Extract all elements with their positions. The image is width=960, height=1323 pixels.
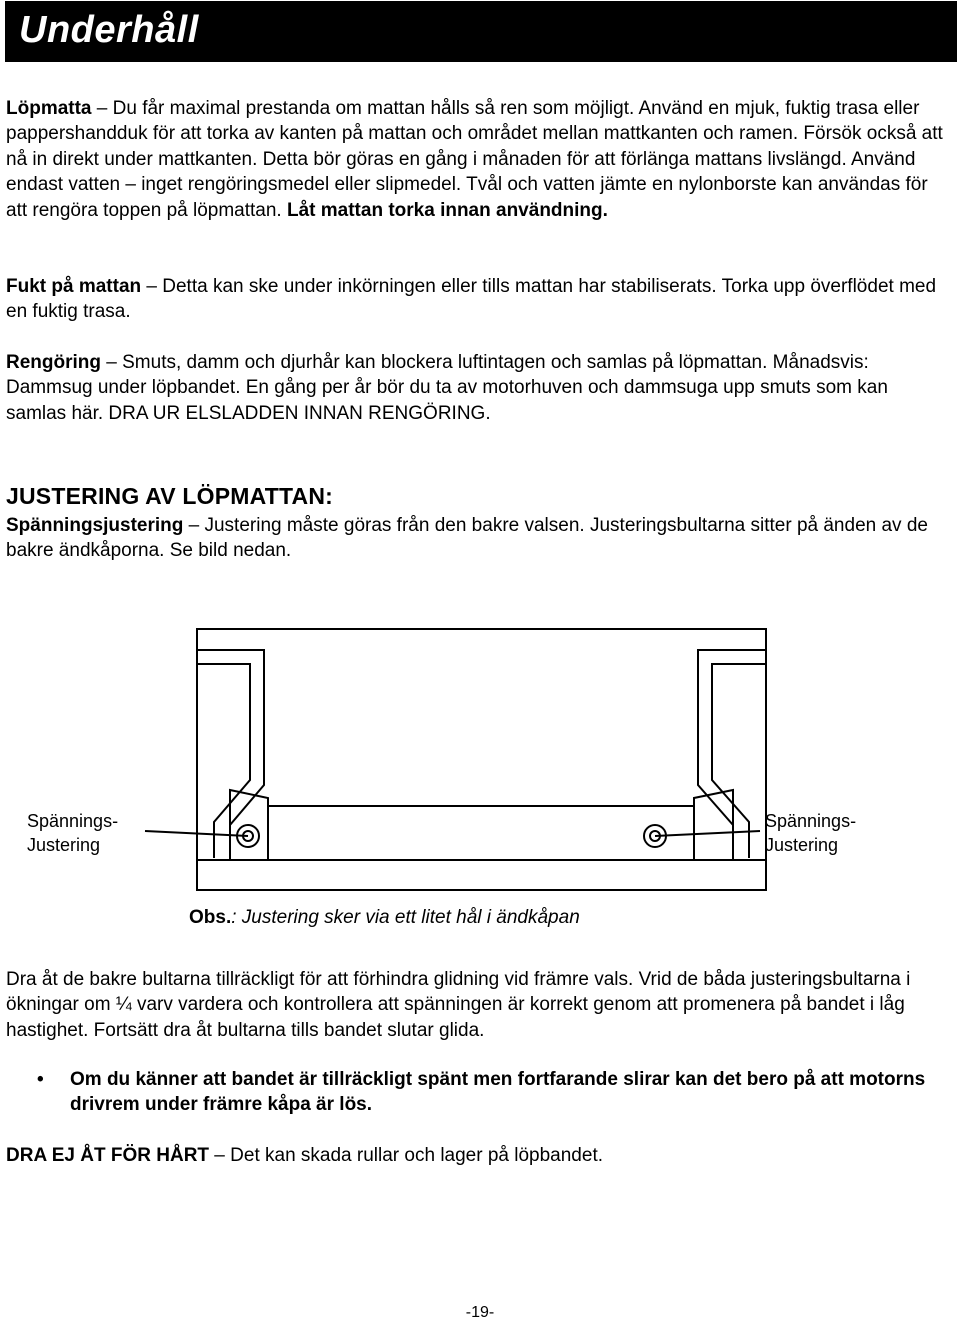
right-rail-inner	[712, 664, 765, 858]
right-rail-outer	[698, 650, 765, 858]
bullet-symbol: •	[37, 1069, 44, 1090]
paragraph-warning	[6, 1143, 951, 1168]
paragraph-rengoring	[6, 350, 951, 426]
text-lopmatta-bold: Låt mattan torka innan användning.	[286, 199, 608, 221]
term-lopmatta: Löpmatta	[6, 98, 92, 119]
page-number: -19-	[465, 1304, 495, 1321]
term-fukt: Fukt på mattan	[6, 276, 142, 297]
diagram-caption	[189, 907, 580, 929]
paragraph-lopmatta	[6, 96, 951, 223]
right-leader-line	[655, 831, 760, 836]
treadmill-diagram	[0, 620, 960, 900]
page-title: Underhåll	[19, 9, 199, 51]
left-rail-inner	[198, 664, 250, 858]
text-warning: – Det kan skada rullar och lager på löpbandet.	[209, 1145, 604, 1166]
term-warning: DRA EJ ÅT FÖR HÅRT	[6, 1145, 210, 1166]
diagram-label-left-line1: Spännings-	[27, 811, 119, 831]
diagram-label-right-line2: Justering	[765, 835, 839, 855]
term-rengoring: Rengöring	[6, 352, 101, 373]
caption-obs: Obs.	[189, 907, 232, 928]
bullet-text: Om du känner att bandet är tillräckligt spänt men fortfarande slirar kan det bero på att motorns drivrem under främre kåpa är lös.	[70, 1069, 926, 1116]
paragraph-fukt	[6, 274, 951, 325]
diagram-label-left	[27, 809, 118, 857]
diagram-label-left-line2: Justering	[27, 835, 101, 855]
text-spanning: – Justering måste göras från den bakre valsen. Justeringsbultarna sitter på änden av de bakre ändkåporna. Se bild nedan.	[6, 515, 928, 562]
diagram-frame	[197, 629, 766, 890]
text-rengoring: – Smuts, damm och djurhår kan blockera luftintagen och samlas på löpmattan. Månadsvis: Dammsug under löpbandet. En gång per år bör du ta av motorhuven och dammsuga upp smuts som kan samlas här. DRA UR ELSLADDEN INNAN RENGÖRING.	[6, 352, 888, 424]
section-heading-justering: JUSTERING AV LÖPMATTAN:	[6, 483, 334, 509]
diagram-label-right	[765, 809, 856, 857]
right-endcap	[694, 790, 733, 860]
caption-text: : Justering sker via ett litet hål i ändkåpan	[231, 907, 580, 928]
term-spanning: Spänningsjustering	[6, 515, 184, 536]
paragraph-spanning	[6, 513, 951, 564]
page-header-bar	[5, 1, 957, 62]
text-fukt: – Detta kan ske under inkörningen eller tills mattan har stabiliserats. Torka upp överflödet med en fuktig trasa.	[6, 276, 937, 323]
paragraph-dra: Dra åt de bakre bultarna tillräckligt för att förhindra glidning vid främre vals. Vrid de båda justeringsbultarna i ökningar om ¼ varv vardera och kontrollera att spänningen är korrekt genom att promenera på bandet i låg hastighet. Fortsätt dra åt bultarna tills bandet slutar glida.	[6, 969, 911, 1041]
text-lopmatta: – Du får maximal prestanda om mattan hålls så ren som möjligt. Använd en mjuk, fuktig trasa eller pappershandduk för att torka av kanten på mattan och området mellan mattkanten och ramen. Försök också att nå in direkt under mattkanten. Detta bör göras en gång i månaden för att förlänga mattans livslängd. Använd endast vatten – inget rengöringsmedel eller slipmedel. Tvål och vatten jämte en nylonborste kan användas för att rengöra toppen på löpmattan.	[6, 98, 943, 221]
diagram-label-right-line1: Spännings-	[765, 811, 857, 831]
